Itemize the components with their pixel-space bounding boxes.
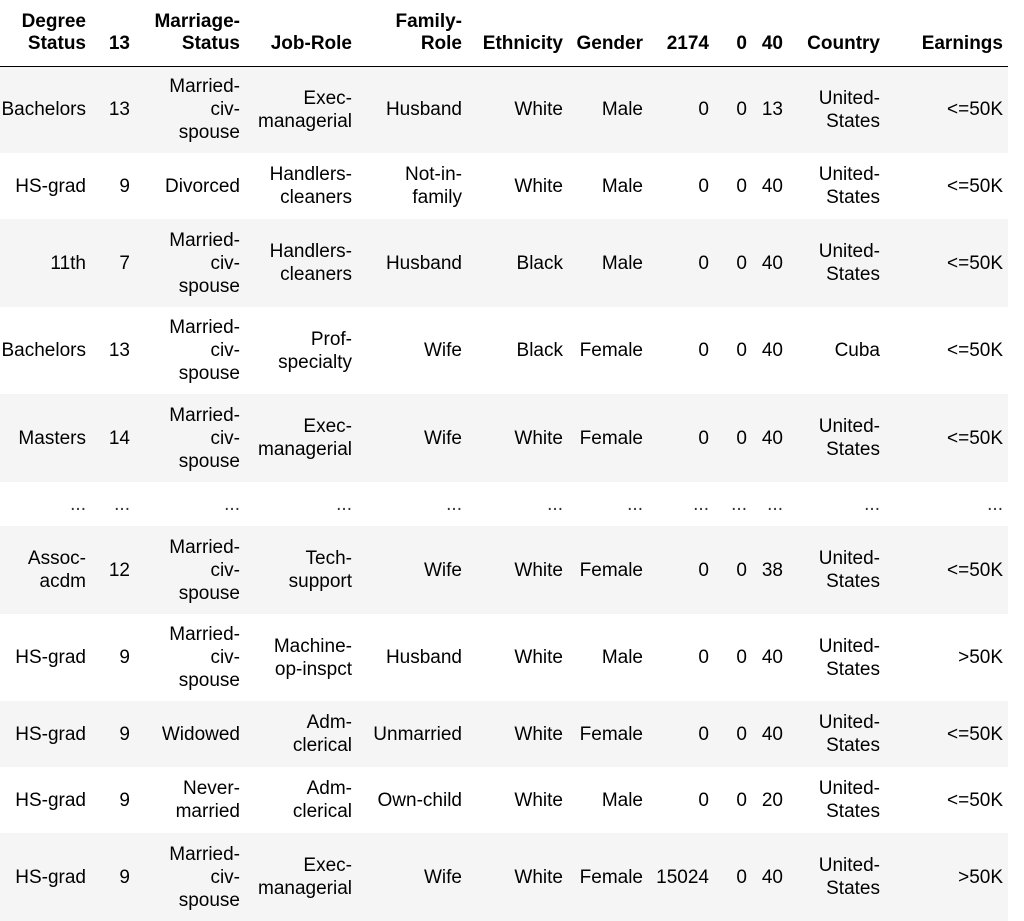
cell-hours-per-week: 20 [761, 789, 783, 811]
cell-education-num: 9 [119, 723, 130, 745]
cell-ethnicity: White [514, 647, 563, 668]
cell-job-role: Exec- managerial [258, 87, 352, 132]
cell-capital-gain: 0 [698, 427, 709, 449]
cell-ethnicity: White [514, 99, 563, 121]
cell-family-role: Husband [385, 647, 462, 668]
cell-hours-per-week: 40 [761, 340, 783, 361]
cell-marriage-status: Widowed [161, 723, 240, 745]
cell-earnings: <=50K [947, 427, 1003, 449]
cell-marriage-status: Married- civ- spouse [169, 76, 240, 144]
cell-marriage-status: Married- civ- spouse [169, 843, 240, 911]
column-header-earnings: Earnings [921, 32, 1003, 54]
cell-hours-per-week: 38 [761, 559, 783, 581]
cell-job-role: Exec- managerial [258, 416, 352, 460]
cell-marriage-status: Never- married [175, 778, 240, 822]
cell-capital-gain: 0 [698, 559, 709, 581]
cell-gender: Male [601, 647, 643, 668]
ellipsis-row [0, 482, 1008, 526]
cell-gender: Female [579, 559, 643, 581]
table-header-row [0, 0, 1008, 66]
table-row [0, 394, 1008, 482]
column-header-job-role: Job-Role [270, 32, 352, 54]
cell-earnings: <=50K [947, 559, 1003, 581]
cell-gender: Male [601, 175, 643, 197]
cell-marriage-status: Married- civ- spouse [169, 317, 240, 384]
cell-country: United- States [818, 712, 880, 756]
cell-family-role: Husband [385, 252, 462, 274]
cell-ethnicity: ... [547, 493, 563, 515]
cell-country: United- States [818, 635, 880, 680]
cell-degree-status: HS-grad [15, 647, 86, 668]
cell-capital-gain: 0 [698, 99, 709, 121]
cell-hours-per-week: ... [767, 493, 783, 515]
cell-education-num: 9 [119, 647, 130, 668]
cell-marriage-status: Married- civ- spouse [169, 624, 240, 691]
table-row [0, 219, 1008, 307]
cell-job-role: Exec- managerial [258, 855, 352, 899]
cell-education-num: 13 [108, 340, 130, 361]
cell-gender: Male [601, 99, 643, 121]
cell-ethnicity: White [514, 175, 563, 197]
cell-earnings: >50K [958, 647, 1003, 668]
column-header-capital-loss: 0 [736, 32, 747, 54]
column-header-ethnicity: Ethnicity [482, 32, 563, 54]
cell-marriage-status: ... [224, 493, 240, 515]
cell-earnings: <=50K [947, 723, 1003, 745]
cell-family-role: ... [446, 493, 462, 515]
cell-job-role: Adm- clerical [292, 778, 352, 822]
cell-capital-gain: 0 [698, 789, 709, 811]
cell-job-role: Handlers- cleaners [269, 241, 352, 285]
cell-education-num: ... [114, 493, 130, 515]
cell-hours-per-week: 40 [761, 252, 783, 274]
cell-capital-gain: 0 [698, 723, 709, 745]
cell-earnings: >50K [958, 866, 1003, 888]
cell-family-role: Wife [424, 340, 462, 361]
cell-country: United- States [818, 87, 880, 132]
column-header-family-role: Family- Role [395, 10, 462, 54]
column-header-country: Country [807, 32, 880, 54]
cell-family-role: Wife [424, 427, 462, 449]
cell-earnings: <=50K [947, 252, 1003, 274]
cell-family-role: Not-in- family [404, 164, 462, 208]
cell-family-role: Husband [385, 99, 462, 121]
cell-degree-status: Assoc- acdm [27, 548, 86, 592]
cell-gender: Male [601, 789, 643, 811]
cell-hours-per-week: 40 [761, 427, 783, 449]
cell-job-role: Prof- specialty [278, 328, 352, 373]
column-header-hours-per-week: 40 [761, 32, 783, 54]
cell-capital-loss: 0 [736, 559, 747, 581]
cell-marriage-status: Divorced [165, 175, 240, 197]
cell-capital-loss: 0 [736, 647, 747, 668]
cell-country: United- States [818, 241, 880, 285]
cell-capital-loss: 0 [736, 427, 747, 449]
column-header-education-num: 13 [108, 32, 130, 54]
cell-marriage-status: Married- civ- spouse [169, 229, 240, 297]
cell-job-role: Tech- support [288, 548, 352, 592]
cell-job-role: ... [336, 493, 352, 515]
cell-education-num: 9 [119, 866, 130, 888]
cell-capital-loss: 0 [736, 99, 747, 121]
cell-capital-loss: 0 [736, 866, 747, 888]
cell-capital-gain: 0 [698, 647, 709, 668]
column-header-capital-gain: 2174 [666, 32, 709, 54]
cell-degree-status: HS-grad [15, 723, 86, 745]
cell-gender: Female [579, 427, 643, 449]
cell-family-role: Unmarried [373, 723, 462, 745]
cell-capital-gain: 15024 [656, 866, 709, 888]
cell-country: ... [864, 493, 880, 515]
cell-hours-per-week: 13 [761, 99, 783, 121]
cell-earnings: <=50K [947, 789, 1003, 811]
cell-earnings: <=50K [947, 99, 1003, 121]
cell-education-num: 14 [108, 427, 130, 449]
cell-hours-per-week: 40 [761, 175, 783, 197]
cell-gender: Female [579, 723, 643, 745]
cell-country: United- States [818, 548, 880, 592]
cell-education-num: 12 [108, 559, 130, 581]
cell-ethnicity: White [514, 866, 563, 888]
cell-country: United- States [818, 855, 880, 899]
cell-education-num: 9 [119, 175, 130, 197]
cell-capital-loss: 0 [736, 789, 747, 811]
cell-gender: Female [579, 866, 643, 888]
cell-degree-status: HS-grad [15, 175, 86, 197]
table-row [0, 833, 1008, 921]
cell-degree-status: HS-grad [15, 789, 86, 811]
cell-ethnicity: White [514, 427, 563, 449]
cell-job-role: Machine- op-inspct [273, 635, 352, 680]
cell-education-num: 9 [119, 789, 130, 811]
cell-country: United- States [818, 416, 880, 460]
cell-capital-loss: 0 [736, 340, 747, 361]
table-row [0, 153, 1008, 219]
cell-degree-status: ... [70, 493, 86, 515]
cell-country: United- States [818, 778, 880, 822]
cell-degree-status: Bachelors [1, 99, 86, 121]
cell-capital-gain: 0 [698, 175, 709, 197]
cell-degree-status: 11th [50, 252, 86, 274]
cell-capital-gain: ... [693, 493, 709, 515]
cell-ethnicity: White [514, 789, 563, 811]
cell-country: United- States [818, 164, 880, 208]
table-row [0, 767, 1008, 833]
cell-family-role: Own-child [377, 789, 462, 811]
cell-degree-status: HS-grad [15, 866, 86, 888]
table-row [0, 614, 1008, 701]
cell-capital-gain: 0 [698, 340, 709, 361]
cell-hours-per-week: 40 [761, 723, 783, 745]
cell-country: Cuba [834, 340, 880, 361]
table-body [0, 66, 1008, 921]
cell-education-num: 7 [119, 252, 130, 274]
cell-gender: ... [627, 493, 643, 515]
cell-gender: Female [579, 340, 643, 361]
cell-ethnicity: Black [516, 340, 563, 361]
cell-ethnicity: White [514, 559, 563, 581]
column-header-marriage-status: Marriage- Status [154, 10, 240, 54]
table-row [0, 526, 1008, 614]
cell-capital-gain: 0 [698, 252, 709, 274]
cell-degree-status: Bachelors [1, 340, 86, 361]
cell-family-role: Wife [424, 866, 462, 888]
cell-earnings: ... [987, 493, 1003, 515]
table-row [0, 66, 1008, 153]
cell-capital-loss: 0 [736, 175, 747, 197]
cell-ethnicity: White [514, 723, 563, 745]
cell-family-role: Wife [424, 559, 462, 581]
column-header-gender: Gender [576, 32, 643, 54]
table-row [0, 701, 1008, 767]
cell-marriage-status: Married- civ- spouse [169, 404, 240, 472]
cell-ethnicity: Black [516, 252, 563, 274]
cell-education-num: 13 [108, 99, 130, 121]
cell-gender: Male [601, 252, 643, 274]
cell-capital-loss: ... [731, 493, 747, 515]
cell-hours-per-week: 40 [761, 647, 783, 668]
cell-job-role: Adm- clerical [292, 712, 352, 756]
cell-earnings: <=50K [947, 340, 1003, 361]
cell-degree-status: Masters [18, 427, 86, 449]
cell-earnings: <=50K [947, 175, 1003, 197]
cell-marriage-status: Married- civ- spouse [169, 536, 240, 604]
cell-job-role: Handlers- cleaners [269, 164, 352, 208]
cell-capital-loss: 0 [736, 723, 747, 745]
cell-capital-loss: 0 [736, 252, 747, 274]
table-row [0, 307, 1008, 394]
cell-hours-per-week: 40 [761, 866, 783, 888]
column-header-degree-status: Degree Status [21, 10, 86, 54]
